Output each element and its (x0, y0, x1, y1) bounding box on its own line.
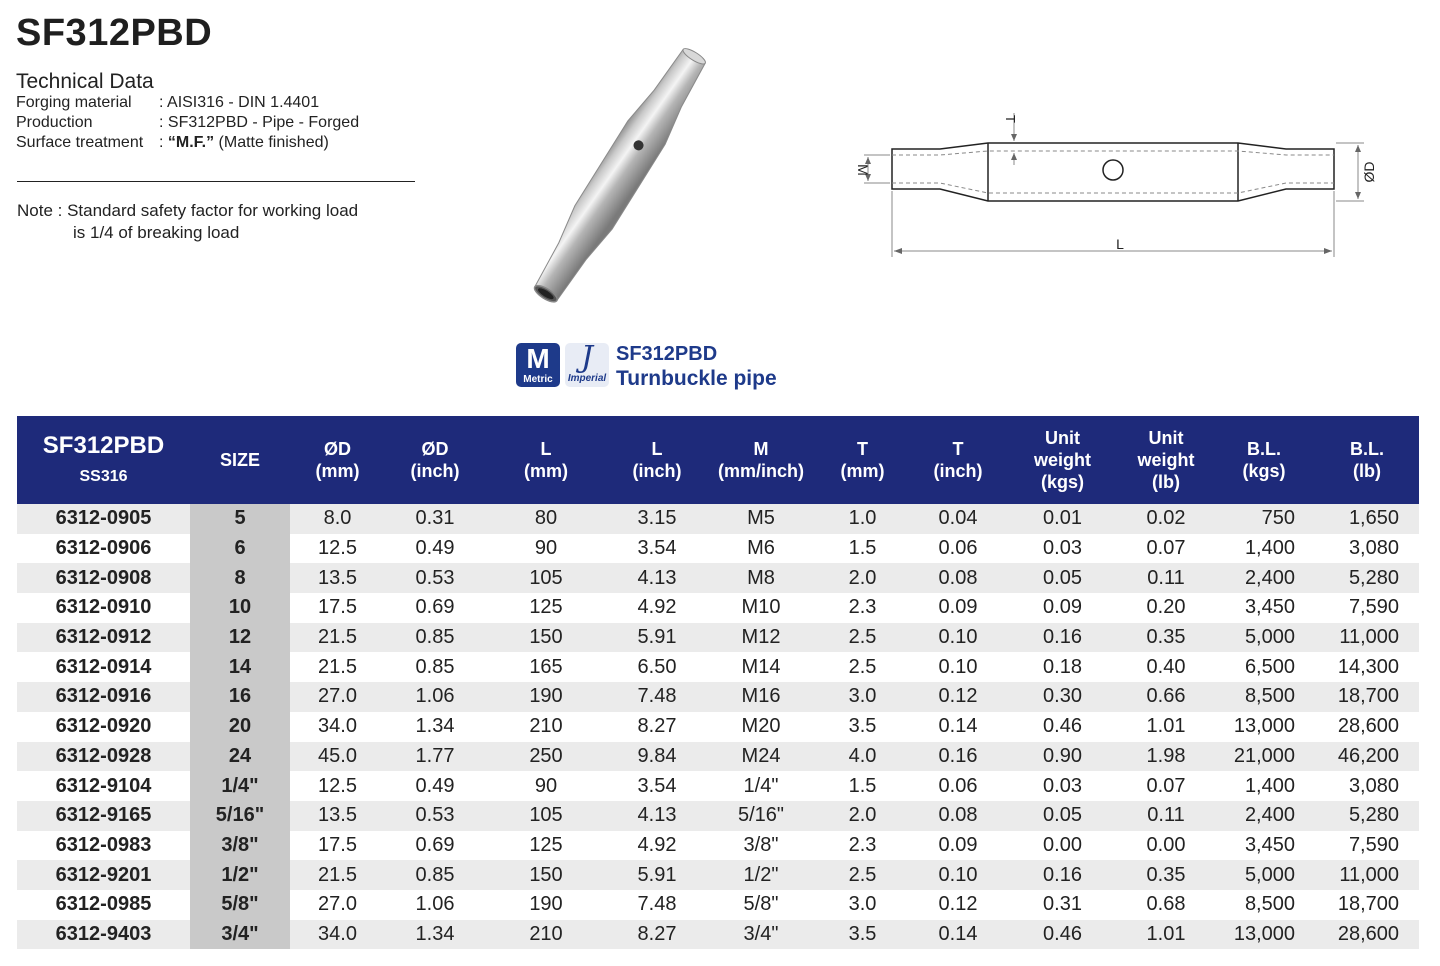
table-cell: 0.31 (385, 504, 485, 534)
table-cell: 7.48 (607, 682, 707, 712)
table-cell: 0.68 (1119, 890, 1213, 920)
size-cell: 14 (190, 652, 290, 682)
part-number-cell: 6312-0906 (17, 534, 190, 564)
table-cell: M6 (707, 534, 815, 564)
table-row (17, 682, 1419, 712)
table-cell: 17.5 (290, 593, 385, 623)
column-header (385, 416, 485, 504)
spec-separator: : (159, 94, 168, 111)
table-row (17, 563, 1419, 593)
table-cell: 0.49 (385, 534, 485, 564)
table-cell: 1/2" (707, 860, 815, 890)
table-row (17, 534, 1419, 564)
size-cell: 16 (190, 682, 290, 712)
table-cell: 13,000 (1213, 712, 1315, 742)
table-cell: 4.0 (815, 742, 910, 772)
size-cell: 5 (190, 504, 290, 534)
column-header-line: T (857, 439, 868, 459)
table-cell: 0.85 (385, 652, 485, 682)
table-cell: 34.0 (290, 712, 385, 742)
table-cell: 3.0 (815, 682, 910, 712)
product-name: Turnbuckle pipe (616, 367, 777, 390)
table-cell: 4.92 (607, 831, 707, 861)
metric-badge (516, 343, 560, 387)
table-row (17, 831, 1419, 861)
table-cell: 0.35 (1119, 623, 1213, 653)
table-cell: 11,000 (1315, 623, 1419, 653)
size-cell: 5/16" (190, 801, 290, 831)
table-cell: 1.06 (385, 682, 485, 712)
table-cell: 0.10 (910, 652, 1006, 682)
header-product (17, 416, 190, 504)
table-cell: 0.18 (1006, 652, 1119, 682)
header-product-code: SF312PBD (42, 432, 165, 459)
spec-separator: : (159, 114, 168, 131)
table-cell: 0.46 (1006, 712, 1119, 742)
table-cell: 0.01 (1006, 504, 1119, 534)
table-cell: 0.02 (1119, 504, 1213, 534)
table-cell: 90 (485, 534, 607, 564)
table-cell: 0.90 (1006, 742, 1119, 772)
table-cell: 0.09 (910, 593, 1006, 623)
table-cell: 1.01 (1119, 712, 1213, 742)
column-header-line: T (952, 439, 964, 459)
table-cell: 250 (485, 742, 607, 772)
table-cell: 1.5 (815, 771, 910, 801)
table-cell: 1,650 (1315, 504, 1419, 534)
table-cell: 0.16 (1006, 860, 1119, 890)
table-cell: 1.34 (385, 920, 485, 950)
spec-value: SF312PBD - Pipe - Forged (167, 114, 360, 131)
table-header-row (17, 416, 1419, 504)
column-header-line: SIZE (219, 450, 260, 470)
column-header (815, 416, 910, 504)
table-cell: 2.5 (815, 623, 910, 653)
size-cell: 1/2" (190, 860, 290, 890)
column-header-line: weight (1034, 450, 1091, 470)
part-number-cell: 6312-0912 (17, 623, 190, 653)
spec-value-bold: “M.F.” (167, 134, 215, 151)
column-header (485, 416, 607, 504)
table-cell: 5/16" (707, 801, 815, 831)
table-cell: 8.27 (607, 920, 707, 950)
column-header-line: (mm) (840, 461, 885, 481)
table-cell: 3.5 (815, 712, 910, 742)
table-cell: M14 (707, 652, 815, 682)
table-cell: 34.0 (290, 920, 385, 950)
column-header-line: B.L. (1350, 439, 1384, 459)
note-line-1: Note : Standard safety factor for working load (17, 201, 359, 220)
table-cell: 3/4" (707, 920, 815, 950)
table-cell: 0.35 (1119, 860, 1213, 890)
table-cell: M10 (707, 593, 815, 623)
table-cell: 14,300 (1315, 652, 1419, 682)
table-row (17, 504, 1419, 534)
column-header (190, 416, 290, 504)
table-cell: 0.05 (1006, 563, 1119, 593)
table-cell: 28,600 (1315, 712, 1419, 742)
table-cell: 21.5 (290, 623, 385, 653)
table-cell: 1,400 (1213, 534, 1315, 564)
table-cell: 165 (485, 652, 607, 682)
table-cell: 190 (485, 890, 607, 920)
spec-table (17, 416, 1419, 949)
imperial-badge-label: Imperial (567, 373, 607, 384)
table-cell: 5,000 (1213, 623, 1315, 653)
table-cell: 0.16 (910, 742, 1006, 772)
table-cell: 7,590 (1315, 593, 1419, 623)
table-cell: 6.50 (607, 652, 707, 682)
table-cell: 18,700 (1315, 890, 1419, 920)
table-cell: 2,400 (1213, 801, 1315, 831)
label-m: M (855, 164, 871, 176)
size-cell: 6 (190, 534, 290, 564)
column-header-line: L (540, 439, 552, 459)
table-cell: 0.11 (1119, 801, 1213, 831)
table-cell: 2.5 (815, 860, 910, 890)
table-cell: 0.46 (1006, 920, 1119, 950)
table-cell: 3.54 (607, 771, 707, 801)
table-cell: 7.48 (607, 890, 707, 920)
table-cell: 21,000 (1213, 742, 1315, 772)
table-cell: M20 (707, 712, 815, 742)
table-cell: 9.84 (607, 742, 707, 772)
table-row (17, 801, 1419, 831)
size-cell: 20 (190, 712, 290, 742)
part-number-cell: 6312-0914 (17, 652, 190, 682)
table-cell: 21.5 (290, 860, 385, 890)
table-cell: 0.03 (1006, 534, 1119, 564)
table-cell: 0.09 (1006, 593, 1119, 623)
product-code: SF312PBD (616, 343, 718, 365)
table-cell: 7,590 (1315, 831, 1419, 861)
safety-note (17, 200, 358, 244)
table-cell: 21.5 (290, 652, 385, 682)
column-header-line: (mm/inch) (717, 461, 804, 481)
column-header-line: (lb) (1152, 472, 1180, 492)
table-cell: 210 (485, 712, 607, 742)
spec-separator: : (159, 134, 168, 151)
column-header-line: (kgs) (1040, 472, 1084, 492)
column-header-line: Unit (1148, 428, 1184, 448)
table-cell: 0.85 (385, 860, 485, 890)
table-cell: 0.49 (385, 771, 485, 801)
table-row (17, 860, 1419, 890)
size-cell: 8 (190, 563, 290, 593)
table-cell: 125 (485, 593, 607, 623)
table-cell: 2.0 (815, 563, 910, 593)
technical-drawing (840, 105, 1380, 265)
table-row (17, 623, 1419, 653)
metric-badge-label: Metric (523, 374, 553, 385)
column-header (607, 416, 707, 504)
table-cell: 0.04 (910, 504, 1006, 534)
page-title: SF312PBD (16, 12, 213, 54)
table-cell: 190 (485, 682, 607, 712)
table-cell: 3,080 (1315, 771, 1419, 801)
part-number-cell: 6312-0916 (17, 682, 190, 712)
table-cell: 8.0 (290, 504, 385, 534)
table-cell: 0.07 (1119, 534, 1213, 564)
table-cell: 0.07 (1119, 771, 1213, 801)
table-cell: 0.11 (1119, 563, 1213, 593)
table-cell: 0.10 (910, 623, 1006, 653)
table-cell: 46,200 (1315, 742, 1419, 772)
column-header (1006, 416, 1119, 504)
table-cell: 0.53 (385, 801, 485, 831)
table-cell: 0.00 (1006, 831, 1119, 861)
table-cell: 0.12 (910, 682, 1006, 712)
part-number-cell: 6312-0910 (17, 593, 190, 623)
table-cell: 4.13 (607, 563, 707, 593)
part-number-cell: 6312-0928 (17, 742, 190, 772)
table-cell: 4.13 (607, 801, 707, 831)
spec-value: AISI316 - DIN 1.4401 (167, 94, 320, 111)
table-cell: 6,500 (1213, 652, 1315, 682)
table-cell: 2,400 (1213, 563, 1315, 593)
part-number-cell: 6312-9403 (17, 920, 190, 950)
table-cell: 13.5 (290, 563, 385, 593)
table-cell: M16 (707, 682, 815, 712)
table-cell: 2.3 (815, 831, 910, 861)
table-row (17, 771, 1419, 801)
column-header-line: (mm) (524, 461, 568, 481)
table-cell: 0.12 (910, 890, 1006, 920)
size-cell: 1/4" (190, 771, 290, 801)
table-cell: 2.3 (815, 593, 910, 623)
note-line-2: is 1/4 of breaking load (73, 223, 240, 242)
column-header (1213, 416, 1315, 504)
label-d: ØD (1361, 161, 1377, 183)
column-header (1315, 416, 1419, 504)
table-cell: 90 (485, 771, 607, 801)
table-cell: 0.14 (910, 712, 1006, 742)
table-cell: 80 (485, 504, 607, 534)
table-cell: 13.5 (290, 801, 385, 831)
table-cell: 1.0 (815, 504, 910, 534)
spec-row-production (16, 114, 359, 132)
table-cell: 8,500 (1213, 890, 1315, 920)
table-cell: 1.5 (815, 534, 910, 564)
size-cell: 5/8" (190, 890, 290, 920)
column-header-line: ØD (421, 439, 449, 459)
table-cell: 1.34 (385, 712, 485, 742)
size-cell: 3/8" (190, 831, 290, 861)
table-cell: 0.08 (910, 563, 1006, 593)
table-cell: 17.5 (290, 831, 385, 861)
table-cell: 0.53 (385, 563, 485, 593)
table-cell: 0.31 (1006, 890, 1119, 920)
table-cell: 0.20 (1119, 593, 1213, 623)
column-header-line: (inch) (933, 461, 983, 481)
label-l: L (1116, 236, 1124, 252)
column-header-line: M (753, 439, 769, 459)
table-cell: 5,280 (1315, 563, 1419, 593)
table-cell: 4.92 (607, 593, 707, 623)
spec-row-surface-treatment (16, 134, 329, 152)
table-cell: 0.10 (910, 860, 1006, 890)
part-number-cell: 6312-9104 (17, 771, 190, 801)
metric-badge-letter: M (526, 343, 550, 374)
table-cell: 0.09 (910, 831, 1006, 861)
table-cell: 3.15 (607, 504, 707, 534)
table-cell: 2.5 (815, 652, 910, 682)
table-cell: 0.08 (910, 801, 1006, 831)
table-cell: 2.0 (815, 801, 910, 831)
part-number-cell: 6312-0920 (17, 712, 190, 742)
table-cell: 105 (485, 563, 607, 593)
column-header (707, 416, 815, 504)
table-row (17, 920, 1419, 950)
table-cell: 0.00 (1119, 831, 1213, 861)
table-cell: 0.69 (385, 831, 485, 861)
table-cell: 0.66 (1119, 682, 1213, 712)
table-row (17, 742, 1419, 772)
table-cell: 210 (485, 920, 607, 950)
table-cell: 3.5 (815, 920, 910, 950)
column-header-line: (inch) (632, 461, 682, 481)
part-number-cell: 6312-0905 (17, 504, 190, 534)
spec-row-forging-material (16, 94, 319, 112)
table-cell: 1.77 (385, 742, 485, 772)
part-number-cell: 6312-0908 (17, 563, 190, 593)
table-cell: 3,450 (1213, 593, 1315, 623)
table-cell: 5/8" (707, 890, 815, 920)
column-header-line: ØD (324, 439, 351, 459)
table-cell: 0.06 (910, 771, 1006, 801)
table-cell: 0.40 (1119, 652, 1213, 682)
table-row (17, 890, 1419, 920)
table-cell: M24 (707, 742, 815, 772)
size-cell: 12 (190, 623, 290, 653)
table-cell: 27.0 (290, 890, 385, 920)
table-cell: M8 (707, 563, 815, 593)
table-cell: 8.27 (607, 712, 707, 742)
table-cell: 150 (485, 623, 607, 653)
label-t: T (1003, 115, 1018, 123)
table-cell: 3/8" (707, 831, 815, 861)
column-header (910, 416, 1006, 504)
table-cell: 0.06 (910, 534, 1006, 564)
column-header-line: B.L. (1247, 439, 1281, 459)
column-header-line: (kgs) (1242, 461, 1286, 481)
table-row (17, 593, 1419, 623)
table-cell: 8,500 (1213, 682, 1315, 712)
table-body (17, 504, 1419, 949)
table-cell: 105 (485, 801, 607, 831)
table-cell: 125 (485, 831, 607, 861)
header-material: SS316 (79, 468, 128, 485)
table-cell: 3,080 (1315, 534, 1419, 564)
table-cell: 13,000 (1213, 920, 1315, 950)
table-cell: 3,450 (1213, 831, 1315, 861)
table-cell: 750 (1213, 504, 1315, 534)
table-cell: 5.91 (607, 623, 707, 653)
table-cell: 3.54 (607, 534, 707, 564)
part-number-cell: 6312-0983 (17, 831, 190, 861)
size-cell: 24 (190, 742, 290, 772)
table-cell: M12 (707, 623, 815, 653)
table-cell: 12.5 (290, 534, 385, 564)
column-header-line: (mm) (315, 461, 360, 481)
table-cell: 28,600 (1315, 920, 1419, 950)
column-header-line: weight (1137, 450, 1195, 470)
table-cell: 11,000 (1315, 860, 1419, 890)
size-cell: 10 (190, 593, 290, 623)
table-cell: 0.05 (1006, 801, 1119, 831)
spec-value: (Matte finished) (214, 134, 329, 151)
table-cell: 1,400 (1213, 771, 1315, 801)
column-header-line: Unit (1045, 428, 1080, 448)
table-cell: 0.14 (910, 920, 1006, 950)
table-cell: 150 (485, 860, 607, 890)
table-cell: 45.0 (290, 742, 385, 772)
spec-key: Production (16, 114, 93, 131)
table-cell: 5,000 (1213, 860, 1315, 890)
table-cell: 27.0 (290, 682, 385, 712)
table-cell: 1.01 (1119, 920, 1213, 950)
table-cell: 3.0 (815, 890, 910, 920)
imperial-badge-letter: J (580, 340, 594, 375)
size-cell: 3/4" (190, 920, 290, 950)
spec-key: Forging material (16, 94, 132, 111)
column-header (290, 416, 385, 504)
table-cell: 18,700 (1315, 682, 1419, 712)
table-cell: 1/4" (707, 771, 815, 801)
table-cell: 0.30 (1006, 682, 1119, 712)
spec-key: Surface treatment (16, 134, 144, 151)
technical-data-heading: Technical Data (16, 70, 154, 93)
column-header-line: L (651, 439, 663, 459)
table-row (17, 712, 1419, 742)
column-header-line: (inch) (410, 461, 460, 481)
part-number-cell: 6312-9201 (17, 860, 190, 890)
table-cell: 12.5 (290, 771, 385, 801)
part-number-cell: 6312-0985 (17, 890, 190, 920)
divider (17, 181, 415, 182)
table-cell: 5,280 (1315, 801, 1419, 831)
table-cell: 5.91 (607, 860, 707, 890)
part-number-cell: 6312-9165 (17, 801, 190, 831)
table-cell: M5 (707, 504, 815, 534)
column-header (1119, 416, 1213, 504)
table-cell: 1.98 (1119, 742, 1213, 772)
table-cell: 0.85 (385, 623, 485, 653)
imperial-badge (565, 340, 609, 387)
table-cell: 0.03 (1006, 771, 1119, 801)
table-cell: 1.06 (385, 890, 485, 920)
table-cell: 0.69 (385, 593, 485, 623)
table-row (17, 652, 1419, 682)
column-header-line: (lb) (1353, 461, 1381, 481)
turnbuckle-pipe-photo (470, 40, 790, 310)
table-cell: 0.16 (1006, 623, 1119, 653)
